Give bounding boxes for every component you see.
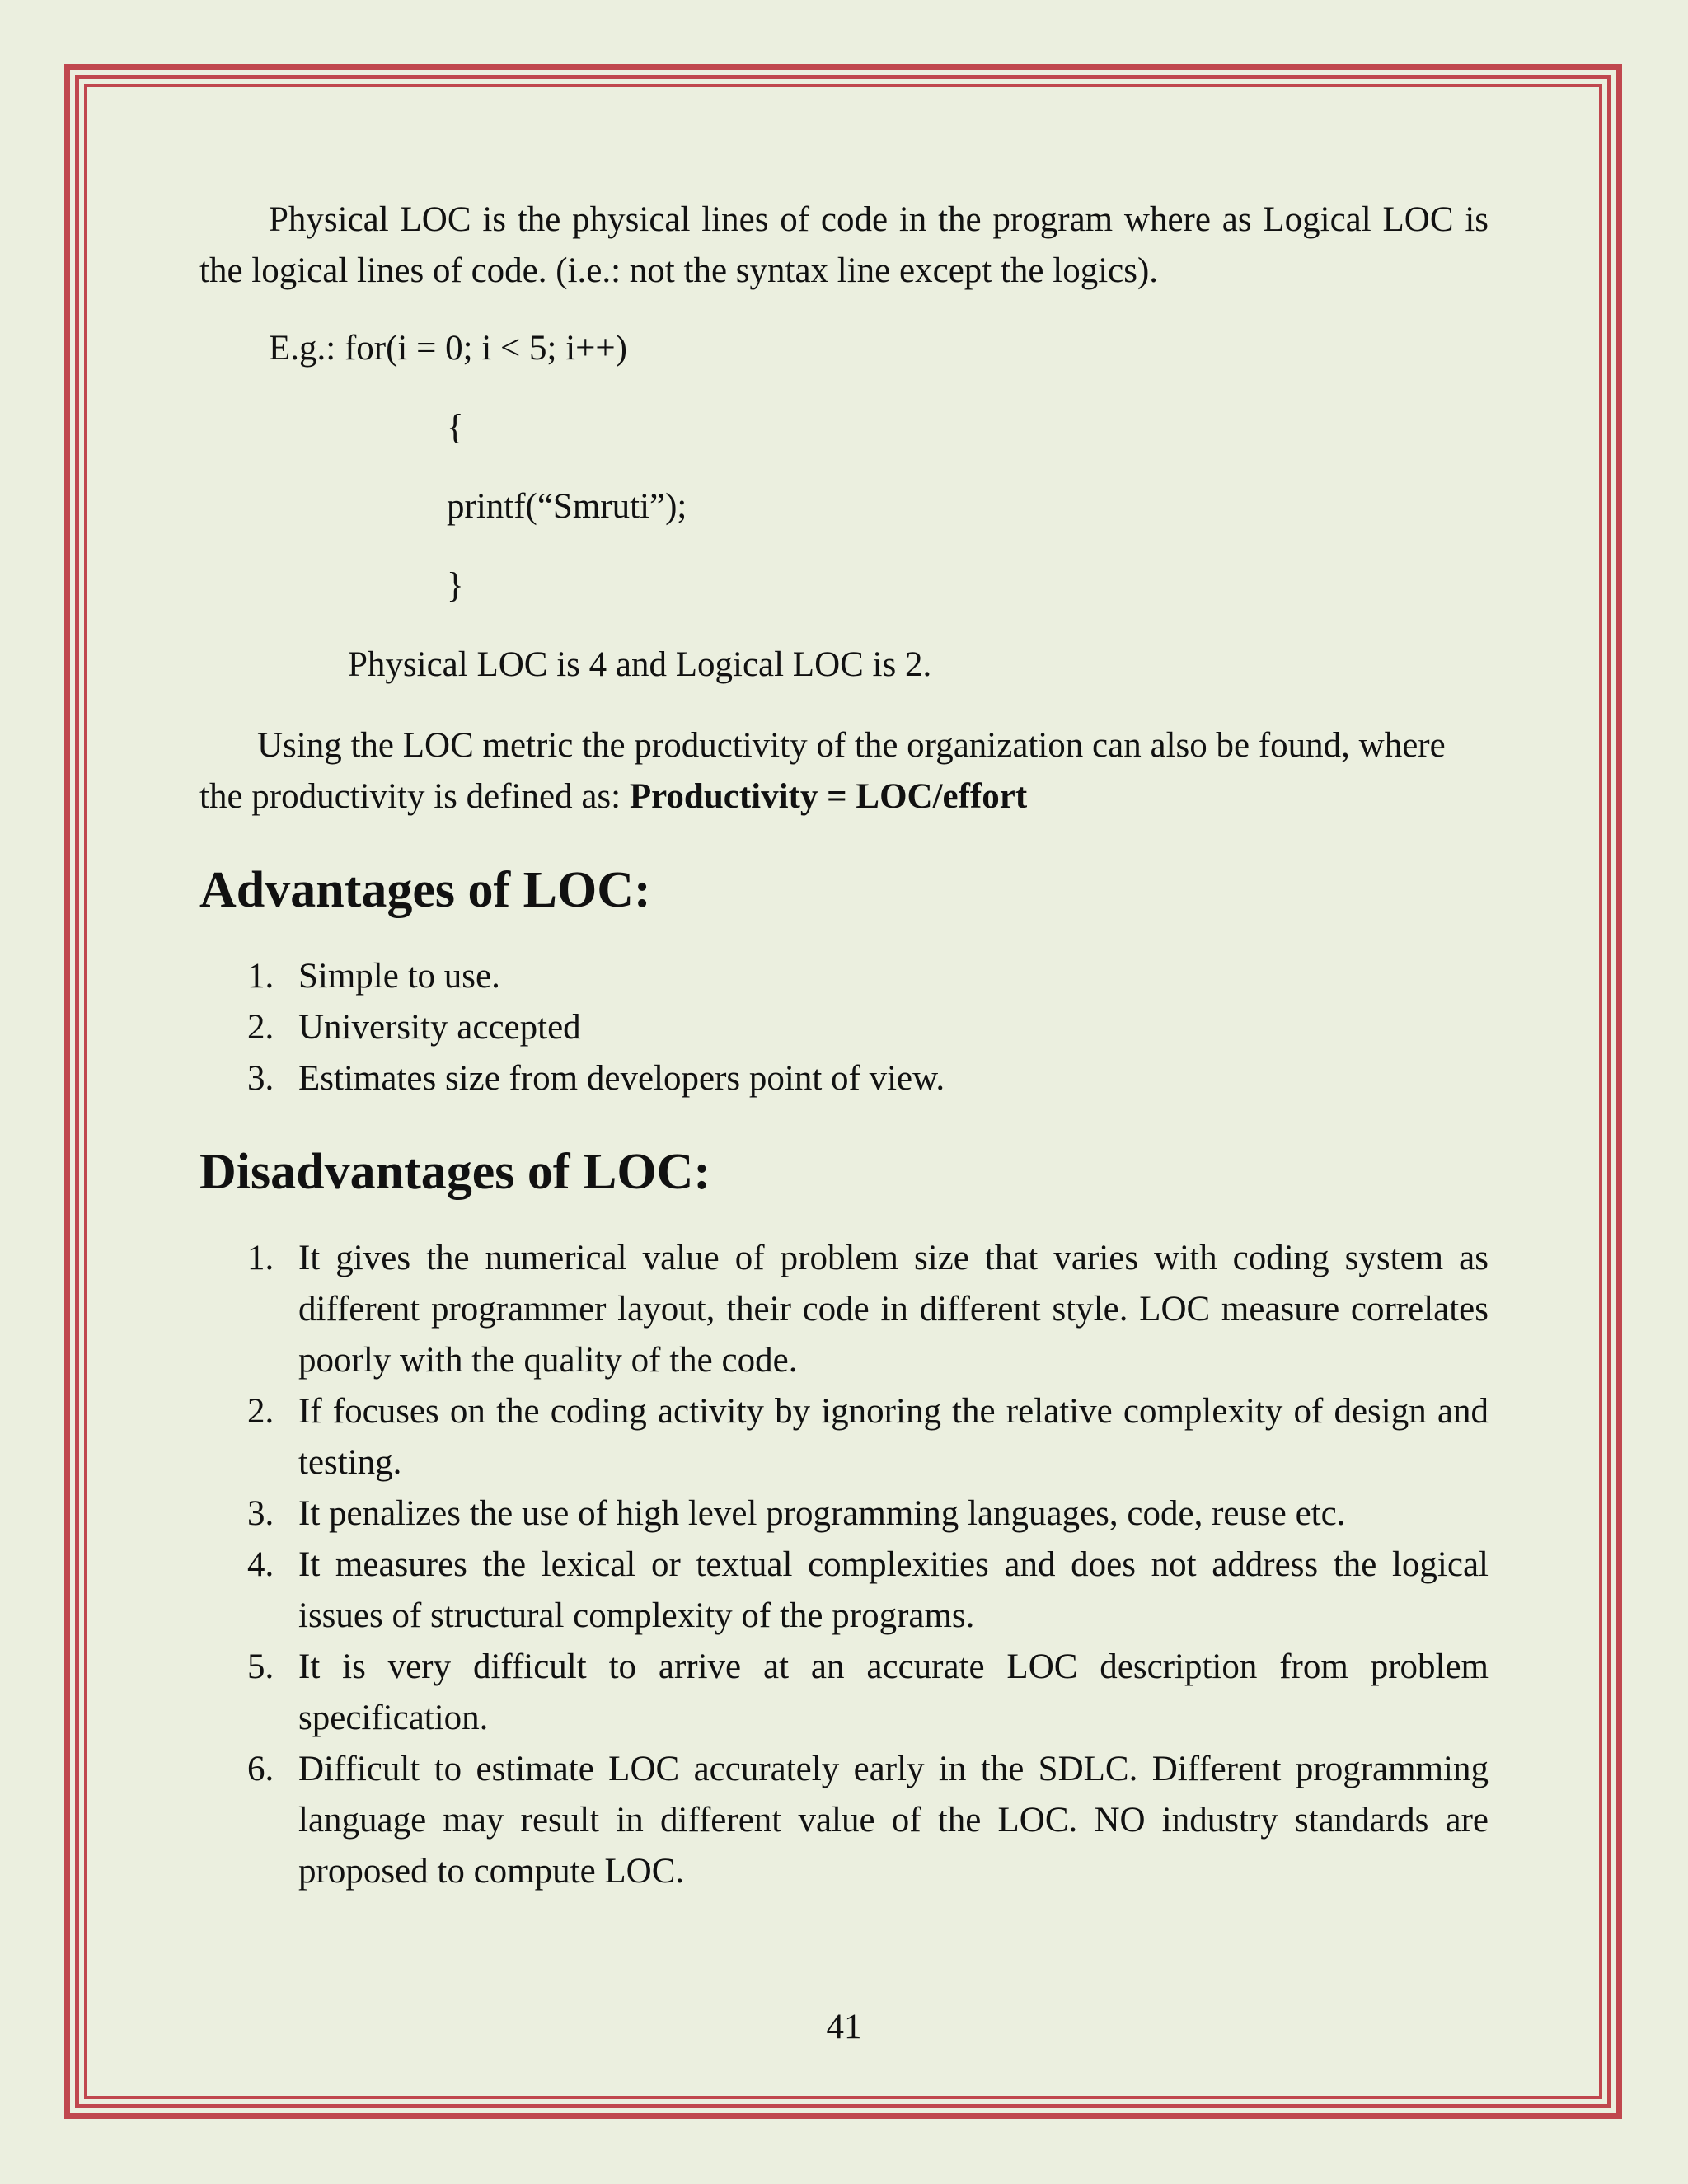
- list-item-text: If focuses on the coding activity by ignoring the relative complexity of design and testing.: [298, 1392, 1489, 1482]
- advantages-heading: Advantages of LOC:: [199, 862, 651, 918]
- list-item-text: University accepted: [298, 1008, 581, 1047]
- code-example-result: Physical LOC is 4 and Logical LOC is 2.: [348, 645, 932, 684]
- list-item: [199, 1233, 1489, 1386]
- code-example-statement: printf(“Smruti”);: [447, 487, 687, 526]
- list-item-text: It is very difficult to arrive at an accurate LOC description from problem specification.: [298, 1647, 1489, 1737]
- code-example-open-brace: {: [447, 408, 464, 447]
- list-item-number: 3.: [247, 1059, 274, 1098]
- list-item-text: It penalizes the use of high level programming languages, code, reuse etc.: [298, 1494, 1346, 1533]
- disadvantages-list: [199, 1233, 1489, 1897]
- advantages-list: [199, 951, 1489, 1104]
- list-item-number: 2.: [247, 1392, 274, 1431]
- list-item-number: 6.: [247, 1750, 274, 1788]
- list-item-text: Simple to use.: [298, 957, 500, 996]
- list-item: [199, 1540, 1489, 1642]
- list-item-text: Estimates size from developers point of view.: [298, 1059, 945, 1098]
- code-example-for-line: E.g.: for(i = 0; i < 5; i++): [269, 329, 627, 368]
- list-item-number: 1.: [247, 957, 274, 996]
- intro-paragraph: Physical LOC is the physical lines of code in the program where as Logical LOC is the logical lines of code. (i.e.: not the syntax line except the logics).: [199, 200, 1489, 290]
- productivity-formula: Productivity = LOC/effort: [629, 777, 1028, 816]
- list-item-number: 3.: [247, 1494, 274, 1533]
- list-item: [199, 1642, 1489, 1744]
- list-item-text: It gives the numerical value of problem size that varies with coding system as different programmer layout, their code in different style. LOC measure correlates poorly with the quality of the code.: [298, 1239, 1489, 1380]
- code-example-close-brace: }: [447, 566, 464, 605]
- list-item-text: Difficult to estimate LOC accurately early in the SDLC. Different programming language may result in different value of the LOC. NO industry standards are proposed to compute LOC.: [298, 1750, 1489, 1891]
- list-item-number: 5.: [247, 1647, 274, 1686]
- page-number: 41: [826, 2008, 862, 2046]
- list-item: [199, 1488, 1489, 1540]
- list-item: [199, 1386, 1489, 1488]
- disadvantages-heading: Disadvantages of LOC:: [199, 1144, 711, 1200]
- productivity-paragraph: [199, 720, 1489, 823]
- list-item-number: 2.: [247, 1008, 274, 1047]
- list-item-number: 1.: [247, 1239, 274, 1277]
- list-item: [199, 951, 1489, 1002]
- list-item: [199, 1002, 1489, 1053]
- list-item: [199, 1053, 1489, 1104]
- page-content: [199, 194, 1489, 1897]
- list-item: [199, 1744, 1489, 1897]
- list-item-text: It measures the lexical or textual complexities and does not address the logical issues of structural complexity of the programs.: [298, 1545, 1489, 1635]
- productivity-text: Using the LOC metric the productivity of the organization can also be found, where the productivity is defined as:: [199, 726, 1446, 816]
- list-item-number: 4.: [247, 1545, 274, 1584]
